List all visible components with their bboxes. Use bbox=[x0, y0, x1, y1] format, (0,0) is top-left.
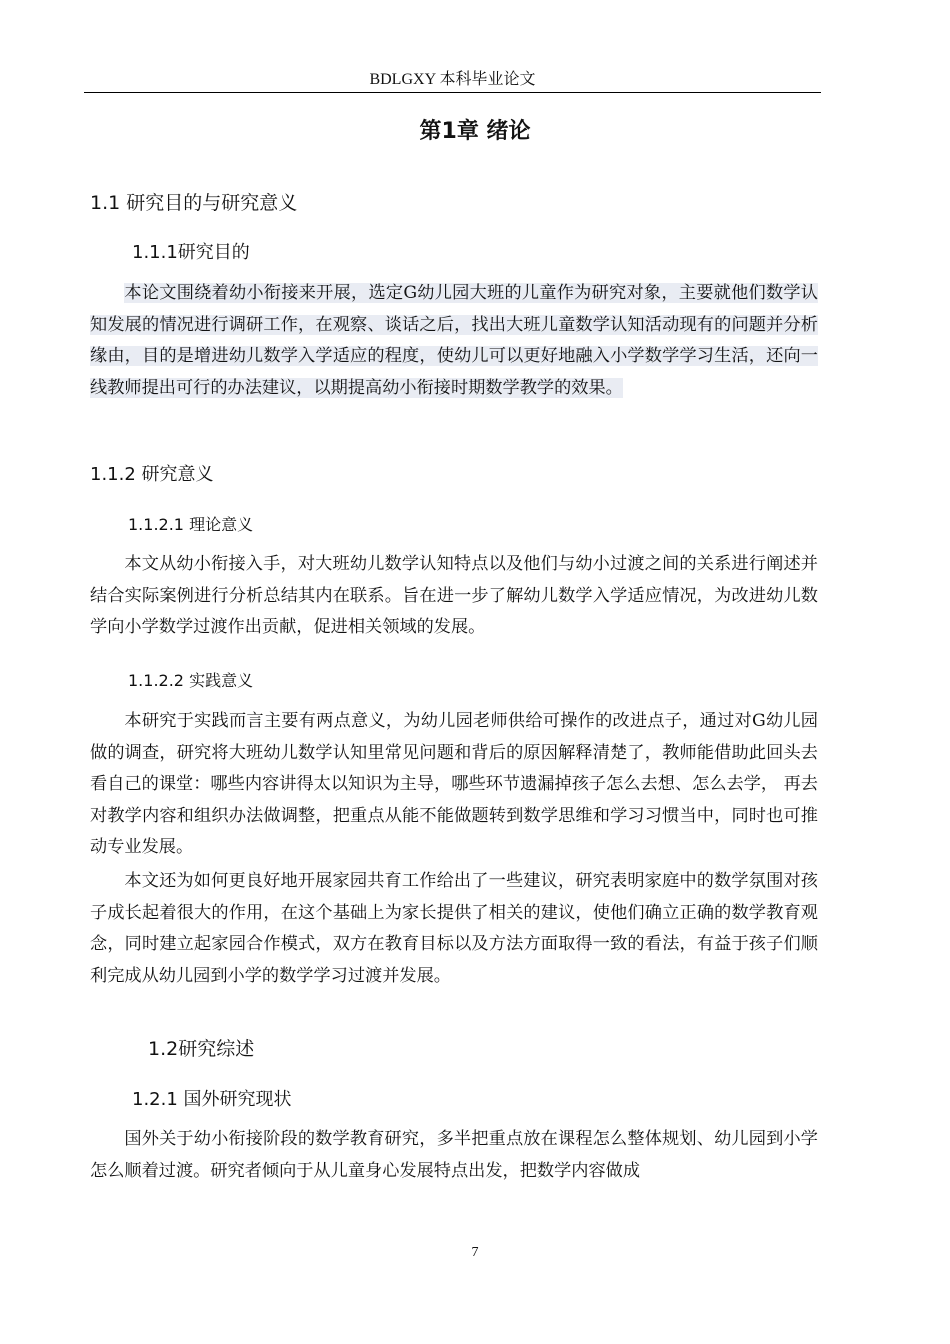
heading-1-1-2: 1.1.2 研究意义 bbox=[90, 464, 214, 485]
page-number: 7 bbox=[471, 1245, 479, 1260]
heading-1-1: 1.1 研究目的与研究意义 bbox=[90, 192, 298, 214]
header-rule bbox=[84, 92, 821, 93]
heading-1-2-1: 1.2.1 国外研究现状 bbox=[132, 1089, 292, 1110]
paragraph-abroad-status: 国外关于幼小衔接阶段的数学教育研究，多半把重点放在课程怎么整体规划、幼儿园到小学怎么顺着过渡。研究者倾向于从儿童身心发展特点出发，把数学内容做成 bbox=[90, 1129, 818, 1181]
paragraph-research-purpose bbox=[90, 278, 818, 404]
paragraph-theory-significance: 本文从幼小衔接入手，对大班幼儿数学认知特点以及他们与幼小过渡之间的关系进行阐述并结合实际案例进行分析总结其内在联系。旨在进一步了解幼儿数学入学适应情况，为改进幼儿数学向小学数学过渡作出贡献，促进相关领域的发展。 bbox=[90, 554, 818, 638]
chapter-title: 第1章 绪论 bbox=[419, 119, 531, 144]
heading-1-1-1: 1.1.1研究目的 bbox=[132, 242, 250, 263]
running-header: BDLGXY 本科毕业论文 bbox=[369, 71, 536, 88]
highlighted-text: 本论文围绕着幼小衔接来开展，选定G幼儿园大班的儿童作为研究对象，主要就他们数学认知发展的情况进行调研工作，在观察、谈话之后，找出大班儿童数学认知活动现有的问题并分析缘由，目的是增进幼儿数学入学适应的程度，使幼儿可以更好地融入小学数学学习生活，还向一线教师提出可行的办法建议，以期提高幼小衔接时期数学教学的效果。 bbox=[90, 283, 818, 398]
heading-1-1-2-1: 1.1.2.1 理论意义 bbox=[128, 515, 254, 534]
heading-1-1-2-2: 1.1.2.2 实践意义 bbox=[128, 671, 254, 690]
paragraph-practice-significance-2: 本文还为如何更良好地开展家园共育工作给出了一些建议，研究表明家庭中的数学氛围对孩子成长起着很大的作用，在这个基础上为家长提供了相关的建议，使他们确立正确的数学教育观念，同时建立起家园合作模式，双方在教育目标以及方法方面取得一致的看法，有益于孩子们顺利完成从幼儿园到小学的数学学习过渡并发展。 bbox=[90, 871, 818, 986]
paragraph-practice-significance-1: 本研究于实践而言主要有两点意义，为幼儿园老师供给可操作的改进点子，通过对G幼儿园做的调查，研究将大班幼儿数学认知里常见问题和背后的原因解释清楚了，教师能借助此回头去看自己的课堂：哪些内容讲得太以知识为主导，哪些环节遗漏掉孩子怎么去想、怎么去学， 再去对教学内容和组织办法做调整，把重点从能不能做题转到数学思维和学习习惯当中，同时也可推动专业发展。 bbox=[90, 711, 818, 858]
heading-1-2: 1.2研究综述 bbox=[148, 1038, 255, 1060]
